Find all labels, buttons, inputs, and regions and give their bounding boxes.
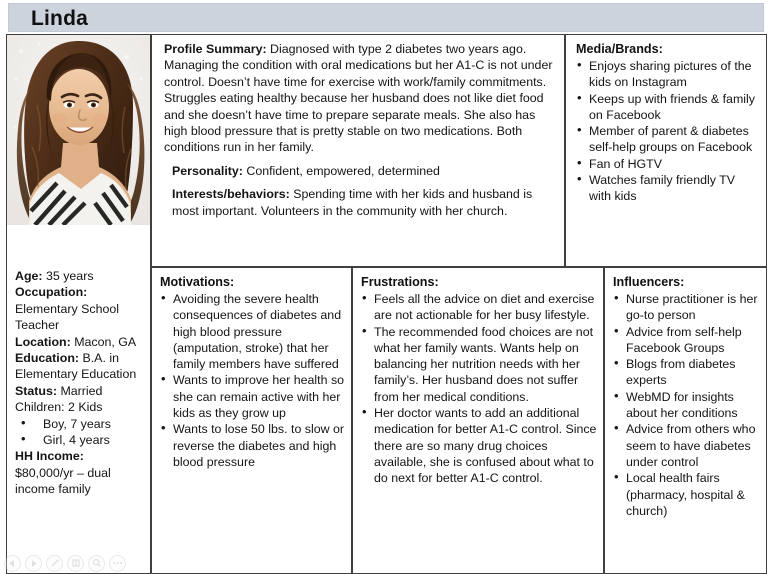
list-item: • Advice from self-help Facebook Groups [613,324,760,357]
occupation-value: Elementary School Teacher [15,301,119,333]
occupation-label: Occupation: [15,285,88,300]
list-item: • Wants to improve her health so she can remain active with her kids as they grow up [160,372,345,421]
more-icon[interactable] [109,555,126,572]
personality-paragraph [164,163,554,179]
list-item: • Local health fairs (pharmacy, hospital & church) [613,470,760,519]
frustrations-list [361,291,597,487]
list-item: • Watches family friendly TV with kids [576,172,758,205]
motivations-heading: Motivations: [160,275,235,289]
media-brands-cell [565,34,767,267]
interests-text: Spending time with her kids and husband is most important. Volunteers in the community with her church. [172,187,533,218]
list-item: • Member of parent & diabetes self-help groups on Facebook [576,123,758,156]
demographics-cell [6,266,151,574]
play-icon[interactable] [25,555,42,572]
status-line [15,383,146,399]
list-item: • Avoiding the severe health consequences of diabetes and high blood pressure (amputation, stroke) that her family members have suffered [160,291,345,372]
location-line [15,334,146,350]
list-item: • Her doctor wants to add an additional medication for better A1-C control. Since there are so many drug choices available, she is confused about what to do next for better A1-C control. [361,405,597,486]
title-bar [8,3,764,32]
education-label: Education: [15,351,80,366]
frustrations-cell [352,267,604,574]
income-label: HH Income: [15,449,84,464]
list-item: • WebMD for insights about her conditions [613,389,760,422]
persona-table [6,34,767,574]
influencers-list [613,291,760,519]
page-title: Linda [31,7,88,30]
status-label: Status: [15,383,57,398]
list-item: • Nurse practitioner is her go-to person [613,291,760,324]
media-brands-heading: Media/Brands: [576,42,663,56]
list-item: • Advice from others who seem to have diabetes under control [613,421,760,470]
age-value: 35 years [42,269,94,283]
status-value: Married [57,383,103,398]
personality-text: Confident, empowered, determined [242,163,440,178]
list-item: • The recommended food choices are not what her family wants. Wants help on balancing her nutrition needs with her family’s. Her husband does not suffer from her medical conditions. [361,324,597,405]
income-block [15,448,146,497]
list-item: • Blogs from diabetes experts [613,356,760,389]
previous-icon[interactable] [4,555,21,572]
profile-summary-text: Diagnosed with type 2 diabetes two years ago. Managing the condition with oral medications but her A1-C is not under control. Doesn’t have time for exercise with work/family commitments. Struggles eating healthy because her husband does not like diet food and she doesn’t have time to prepare separate meals. She also has high blood pressure that is pretty stable on two medications. Both conditions run in her family. [164,42,553,155]
list-item: • Boy, 7 years [15,416,146,432]
persona-photo-cell [6,34,151,266]
profile-summary-cell [151,34,565,267]
age-label: Age: [15,269,43,283]
book-icon[interactable] [67,555,84,572]
location-value: Macon, GA [70,334,137,349]
motivations-cell [151,267,352,574]
list-item: • Girl, 4 years [15,432,146,448]
list-item: • Fan of HGTV [576,156,758,172]
list-item: • Enjoys sharing pictures of the kids on Instagram [576,58,758,91]
income-value: $80,000/yr – dual income family [15,465,111,497]
frustrations-heading: Frustrations: [361,275,439,289]
interests-label: Interests/behaviors: [172,187,290,202]
list-item: • Feels all the advice on diet and exercise are not actionable for her busy lifestyle. [361,291,597,324]
influencers-heading: Influencers: [613,275,685,289]
pen-icon[interactable] [46,555,63,572]
photo-wrapper [7,35,150,266]
profile-summary-paragraph [164,41,554,156]
age-line [15,268,146,284]
search-icon[interactable] [88,555,105,572]
presentation-toolbar[interactable] [0,552,150,574]
children-list [15,416,146,449]
personality-label: Personality: [172,163,243,178]
influencers-cell [604,267,767,574]
profile-summary-label: Profile Summary: [164,42,267,56]
education-value: B.A. in Elementary Education [15,351,137,382]
persona-portrait-image [7,35,151,225]
list-item: • Keeps up with friends & family on Facebook [576,91,758,124]
location-label: Location: [15,334,71,349]
list-item: • Wants to lose 50 lbs. to slow or reverse the diabetes and high blood pressure [160,421,345,470]
education-line [15,350,146,383]
demographics-list [15,268,146,416]
media-brands-list [576,58,758,205]
interests-paragraph [164,186,554,219]
motivations-list [160,291,345,470]
children-line: Children: 2 Kids [15,400,103,415]
